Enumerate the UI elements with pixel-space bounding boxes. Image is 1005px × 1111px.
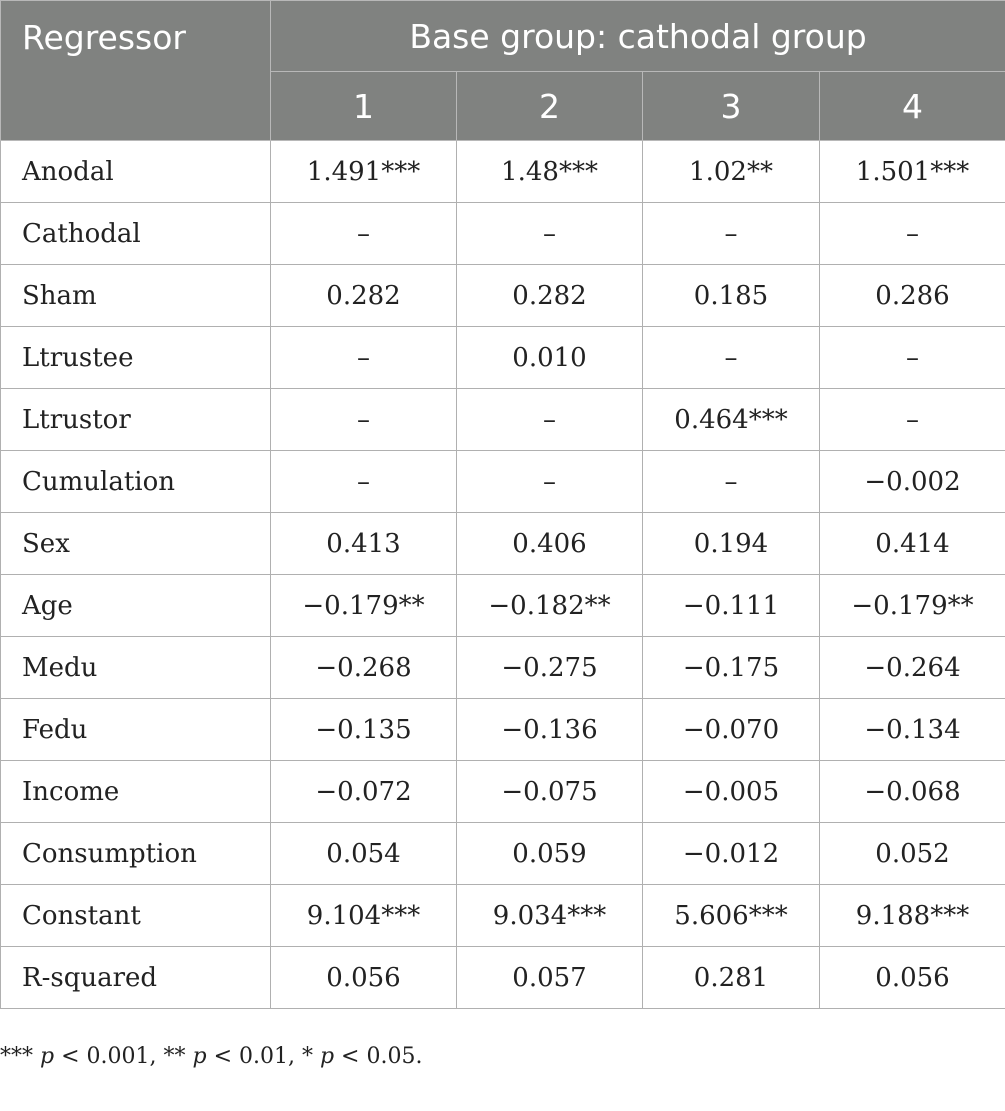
table-row [1,699,1005,761]
row-label: R-squared [1,947,271,1009]
footnote-threshold: < 0.001, [54,1044,164,1069]
table-cell: 0.406 [457,513,643,575]
table-cell: 1.491*** [271,141,457,203]
table-row [1,823,1005,885]
table-row [1,389,1005,451]
row-label: Medu [1,637,271,699]
table-cell: 0.282 [457,265,643,327]
table-cell: 0.413 [271,513,457,575]
row-label: Fedu [1,699,271,761]
footnote-stars: *** [0,1044,33,1069]
table-cell: −0.005 [643,761,820,823]
row-label: Cumulation [1,451,271,513]
table-cell: – [271,327,457,389]
table-cell: – [271,451,457,513]
table-cell: 1.501*** [820,141,1005,203]
table-cell: −0.179** [820,575,1005,637]
table-row [1,451,1005,513]
row-label: Constant [1,885,271,947]
table-cell: – [457,451,643,513]
base-group-header: Base group: cathodal group [271,1,1005,72]
table-row [1,203,1005,265]
model-column-header: 3 [643,72,820,141]
table-cell: −0.075 [457,761,643,823]
table-cell: −0.182** [457,575,643,637]
model-column-header: 1 [271,72,457,141]
table-cell: 5.606*** [643,885,820,947]
table-cell: 1.48*** [457,141,643,203]
table-cell: 0.056 [271,947,457,1009]
table-cell: 0.281 [643,947,820,1009]
table-cell: 0.052 [820,823,1005,885]
row-label: Sex [1,513,271,575]
table-row [1,575,1005,637]
table-cell: 9.034*** [457,885,643,947]
table-cell: – [271,203,457,265]
regressor-column-header: Regressor [1,1,271,141]
table-row [1,513,1005,575]
table-cell: 9.104*** [271,885,457,947]
footnote-threshold: < 0.05. [334,1044,423,1069]
footnote-threshold: < 0.01, [206,1044,302,1069]
table-row [1,141,1005,203]
table-cell: 0.414 [820,513,1005,575]
footnote-stars: ** [163,1044,186,1069]
row-label: Cathodal [1,203,271,265]
table-cell: −0.136 [457,699,643,761]
table-cell: – [643,451,820,513]
table-cell: 0.059 [457,823,643,885]
header-row-group [1,1,1005,72]
table-cell: −0.012 [643,823,820,885]
table-cell: – [457,203,643,265]
table-cell: −0.002 [820,451,1005,513]
table-cell: – [271,389,457,451]
table-cell: −0.275 [457,637,643,699]
table-row [1,265,1005,327]
row-label: Income [1,761,271,823]
table-cell: – [643,203,820,265]
table-cell: 0.010 [457,327,643,389]
table-cell: 0.054 [271,823,457,885]
table-cell: 9.188*** [820,885,1005,947]
table-row [1,761,1005,823]
footnote-p-symbol: p [192,1044,207,1069]
table-cell: −0.111 [643,575,820,637]
footnote-p-symbol: p [40,1044,55,1069]
table-cell: −0.134 [820,699,1005,761]
table-cell: 1.02** [643,141,820,203]
footnote-stars: * [301,1044,313,1069]
table-cell: 0.194 [643,513,820,575]
table-cell: −0.175 [643,637,820,699]
table-cell: 0.286 [820,265,1005,327]
table-cell: −0.135 [271,699,457,761]
model-column-header: 2 [457,72,643,141]
table-cell: – [820,327,1005,389]
table-cell: −0.264 [820,637,1005,699]
table-row [1,885,1005,947]
table-row [1,637,1005,699]
row-label: Ltrustor [1,389,271,451]
table-cell: – [820,389,1005,451]
table-cell: 0.282 [271,265,457,327]
row-label: Anodal [1,141,271,203]
table-cell: – [643,327,820,389]
table-cell: −0.179** [271,575,457,637]
table-cell: −0.070 [643,699,820,761]
row-label: Ltrustee [1,327,271,389]
table-cell: 0.464*** [643,389,820,451]
footnote-p-symbol: p [319,1044,335,1069]
table-cell: – [457,389,643,451]
table-cell: 0.057 [457,947,643,1009]
table-cell: −0.072 [271,761,457,823]
table-body [1,141,1005,1009]
table-cell: 0.185 [643,265,820,327]
table-cell: – [820,203,1005,265]
table-cell: −0.068 [820,761,1005,823]
table-cell: 0.056 [820,947,1005,1009]
table-cell: −0.268 [271,637,457,699]
row-label: Consumption [1,823,271,885]
row-label: Age [1,575,271,637]
significance-footnote [0,1044,422,1069]
row-label: Sham [1,265,271,327]
table-row [1,947,1005,1009]
table-header [1,1,1005,141]
model-column-header: 4 [820,72,1005,141]
table-row [1,327,1005,389]
